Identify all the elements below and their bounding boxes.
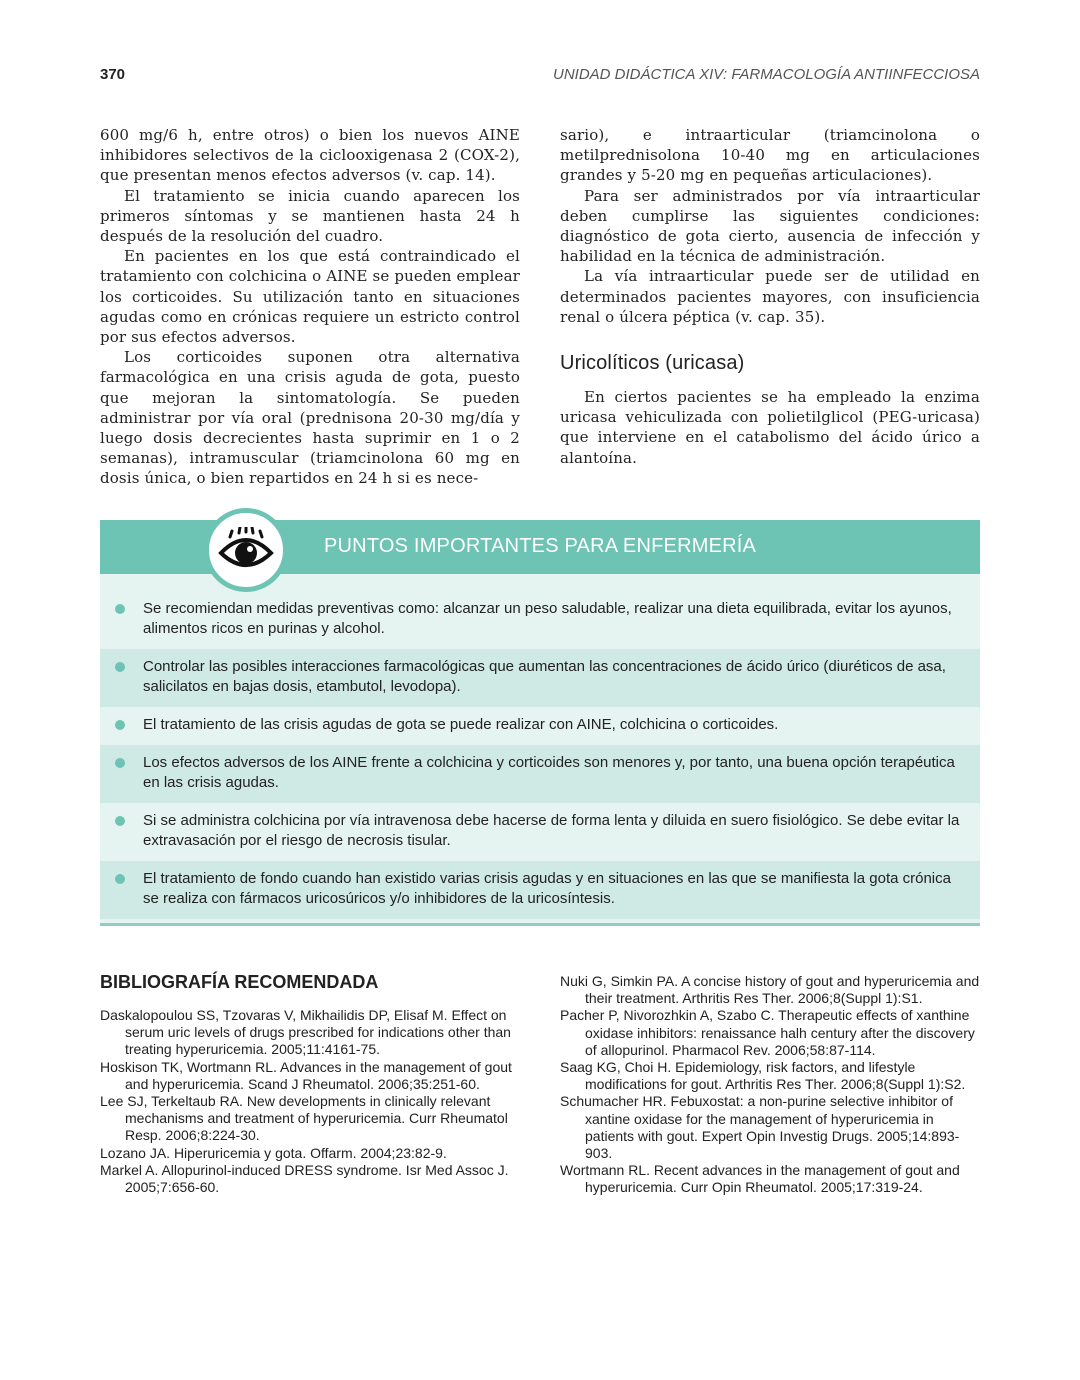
nursing-points-list bbox=[100, 591, 980, 919]
reference-item: Saag KG, Choi H. Epidemiology, risk factors, and lifestyle modifications for gout. Arthritis Res Ther. 2006;8(Suppl 1):S2. bbox=[560, 1059, 966, 1093]
paragraph: En pacientes en los que está contraindicado el tratamiento con colchicina o AINE se pueden emplear los corticoides. Su utilización tanto en situaciones agudas como en crónicas requiere un estricto control por sus efectos adversos. bbox=[100, 247, 520, 347]
list-item bbox=[100, 649, 980, 707]
list-item bbox=[100, 591, 980, 649]
bibliography-list-right bbox=[560, 973, 980, 1197]
paragraph: El tratamiento se inicia cuando aparecen los primeros síntomas y se mantienen hasta 24 h después de la resolución del cuadro. bbox=[100, 186, 520, 246]
eye-icon bbox=[218, 527, 274, 573]
page-header bbox=[100, 66, 980, 92]
section-subheading: Uricolíticos (uricasa) bbox=[560, 352, 745, 375]
point-text: El tratamiento de fondo cuando han existido varias crisis agudas y en situaciones en las que se manifiesta la gota crónica se realiza con fármacos uricosúricos y/o inhibidores de la uricosíntesis. bbox=[143, 870, 951, 907]
paragraph: En ciertos pacientes se ha empleado la enzima uricasa vehiculizada con polietilglicol (PEG-uricasa) que interviene en el catabolismo del ácido úrico a alantoína. bbox=[560, 388, 980, 467]
left-text-column bbox=[100, 125, 520, 489]
point-text: Controlar las posibles interacciones farmacológicas que aumentan las concentraciones de ácido úrico (diuréticos de asa, salicilatos en bajas dosis, etambutol, levodopa). bbox=[143, 658, 946, 695]
paragraph: Los corticoides suponen otra alternativa farmacológica en una crisis aguda de gota, puesto que mejoran la sintomatología. Se pueden administrar por vía oral (prednisona 20-30 mg/día y luego dosis decrecientes hasta suprimir en 1 o 2 semanas), intramuscular (triamcinolona 60 mg en dosis única, o bien repartidos en 24 h si es nece- bbox=[100, 348, 520, 488]
bibliography-list-left bbox=[100, 1007, 520, 1196]
page-number: 370 bbox=[100, 66, 126, 83]
nursing-box-title: PUNTOS IMPORTANTES PARA ENFERMERÍA bbox=[324, 535, 757, 557]
point-text: Se recomiendan medidas preventivas como: alcanzar un peso saludable, realizar una dieta equilibrada, evitar los ayunos, alimentos ricos en purinas y alcohol. bbox=[143, 600, 952, 637]
running-head: UNIDAD DIDÁCTICA XIV: FARMACOLOGÍA ANTIINFECCIOSA bbox=[553, 66, 980, 83]
bullet-icon bbox=[115, 662, 125, 672]
paragraph: sario), e intraarticular (triamcinolona o metilprednisolona 10-40 mg en articulaciones grandes y 5-20 mg en pequeñas articulaciones). bbox=[560, 126, 980, 185]
list-item bbox=[100, 745, 980, 803]
reference-item: Schumacher HR. Febuxostat: a non-purine selective inhibitor of xantine oxidase for the management of hyperuricemia in patients with gout. Expert Opin Investig Drugs. 2005;14:893-903. bbox=[560, 1093, 960, 1162]
eye-icon-badge bbox=[204, 508, 288, 592]
reference-item: Daskalopoulou SS, Tzovaras V, Mikhailidis DP, Elisaf M. Effect on serum uric levels of drugs prescribed for indications other than treating hyperuricemia. 2005;11:4161-75. bbox=[100, 1007, 511, 1058]
paragraph: Para ser administrados por vía intraarticular deben cumplirse las siguientes condiciones: diagnóstico de gota cierto, ausencia de infección y habilidad en la técnica de administración. bbox=[560, 186, 980, 266]
reference-item: Pacher P, Nivorozhkin A, Szabo C. Therapeutic effects of xanthine oxidase inhibitors: renaissance halh century after the discovery of allopurinol. Pharmacol Rev. 2006;58:87-114. bbox=[560, 1007, 975, 1058]
list-item bbox=[100, 803, 980, 861]
reference-item: Markel A. Allopurinol-induced DRESS syndrome. Isr Med Assoc J. 2005;7:656-60. bbox=[100, 1161, 509, 1196]
bullet-icon bbox=[115, 604, 125, 614]
paragraph: La vía intraarticular puede ser de utilidad en determinados pacientes mayores, con insuficiencia renal o úlcera péptica (v. cap. 35). bbox=[560, 267, 980, 326]
bullet-icon bbox=[115, 720, 125, 730]
bibliography-title: BIBLIOGRAFÍA RECOMENDADA bbox=[100, 972, 379, 992]
point-text: Los efectos adversos de los AINE frente a colchicina y corticoides son menores y, por tanto, una buena opción terapéutica en las crisis agudas. bbox=[143, 754, 955, 791]
right-text-column bbox=[560, 125, 980, 468]
reference-item: Nuki G, Simkin PA. A concise history of gout and hyperuricemia and their treatment. Arthritis Res Ther. 2006;8(Suppl 1):S1. bbox=[560, 973, 980, 1007]
point-text: El tratamiento de las crisis agudas de gota se puede realizar con AINE, colchicina o corticoides. bbox=[143, 716, 779, 733]
bullet-icon bbox=[115, 758, 125, 768]
reference-item: Lozano JA. Hiperuricemia y gota. Offarm. 2004;23:82-9. bbox=[100, 1144, 447, 1161]
reference-item: Lee SJ, Terkeltaub RA. New developments in clinically relevant mechanisms and treatment of hyperuricemia. Curr Rheumatol Resp. 2006;8:224-30. bbox=[100, 1093, 508, 1144]
reference-item: Hoskison TK, Wortmann RL. Advances in the management of gout and hyperuricemia. Scand J Rheumatol. 2006;35:251-60. bbox=[100, 1058, 512, 1092]
list-item bbox=[100, 707, 980, 745]
paragraph: 600 mg/6 h, entre otros) o bien los nuevos AINE inhibidores selectivos de la ciclooxigenasa 2 (COX-2), que presentan menos efectos adversos (v. cap. 14). bbox=[100, 126, 520, 185]
reference-item: Wortmann RL. Recent advances in the management of gout and hyperuricemia. Curr Opin Rheumatol. 2005;17:319-24. bbox=[560, 1162, 960, 1196]
list-item bbox=[100, 861, 980, 919]
bullet-icon bbox=[115, 874, 125, 884]
bullet-icon bbox=[115, 816, 125, 826]
nursing-points-box bbox=[100, 520, 980, 926]
point-text: Si se administra colchicina por vía intravenosa debe hacerse de forma lenta y diluida en suero fisiológico. Se debe evitar la extravasación por el riesgo de necrosis tisular. bbox=[143, 812, 960, 849]
